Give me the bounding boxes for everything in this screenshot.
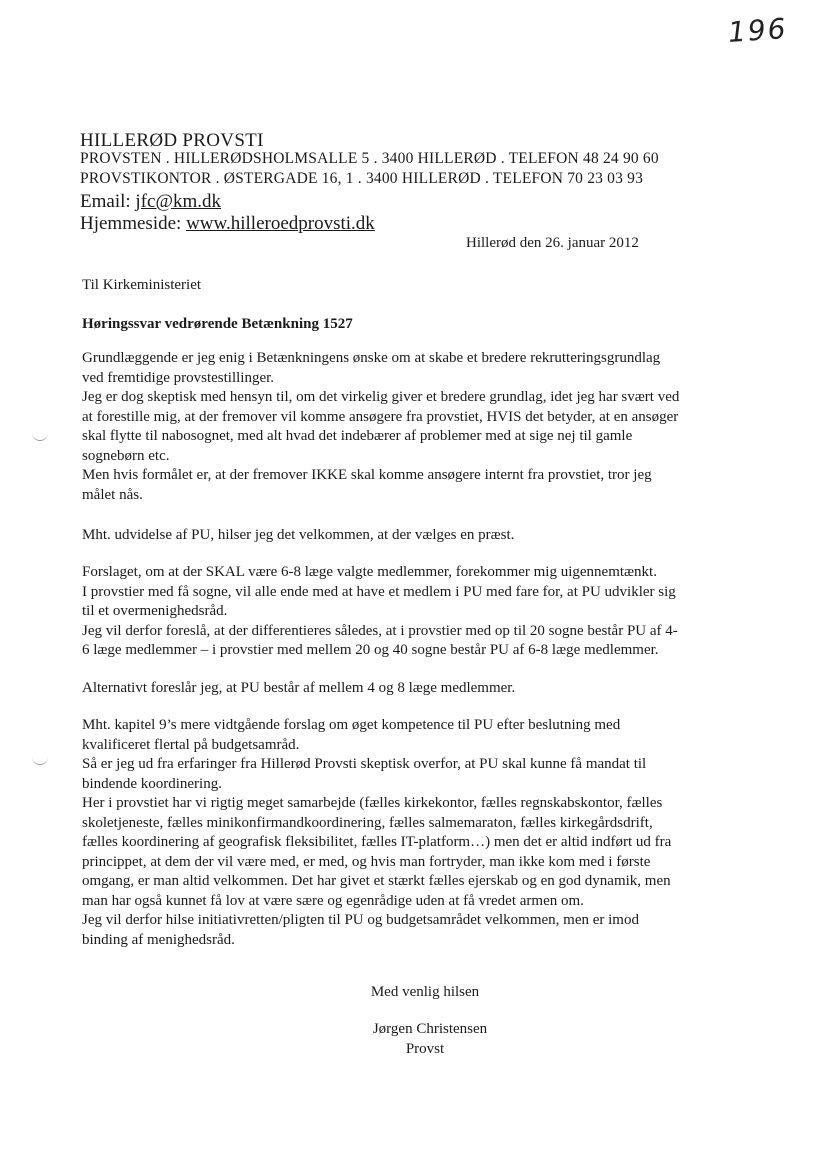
- subject-heading: Høringssvar vedrørende Betænkning 1527: [82, 316, 353, 332]
- body-line: Her i provstiet har vi rigtig meget samarbejde (fælles kirkekontor, fælles regnskabskontor, fælles: [82, 795, 663, 811]
- body-line: ved fremtidige provstestillinger.: [82, 369, 275, 386]
- letterhead-provsten-line: PROVSTEN . HILLERØDSHOLMSALLE 5 . 3400 HILLERØD . TELEFON 48 24 90 60: [80, 150, 659, 167]
- body-line: skoletjeneste, fælles minikonfirmandkoordinering, fælles salmemaraton, fælles kirkegårdsdrift,: [82, 814, 653, 831]
- body-line: Jeg vil derfor foreslå, at der differentieres således, at i provstier med op til 20 sogne består PU af 4-: [82, 622, 678, 639]
- paragraph-rekruttering: [82, 349, 772, 505]
- body-line: I provstier med få sogne, vil alle ende med at have et medlem i PU med fare for, at PU udvikler sig: [82, 583, 676, 600]
- body-line: princippet, at dem der vil være med, er med, og hvis man fortryder, man ikke kom med i første: [82, 853, 651, 870]
- website-label: Hjemmeside:: [80, 213, 187, 234]
- paragraph-forslaget: [82, 563, 772, 661]
- letterhead-email: [80, 191, 221, 213]
- body-line: Mht. kapitel 9’s mere vidtgående forslag om øget kompetence til PU efter beslutning med: [82, 717, 621, 733]
- body-line: man har også kunnet få lov at være sære og egenrådige uden at få vredet armen om.: [82, 892, 584, 909]
- body-line: til et overmenighedsråd.: [82, 603, 228, 619]
- paragraph-alternativt: [82, 679, 772, 699]
- paragraph-kapitel-9: [82, 716, 772, 950]
- email-label: Email:: [80, 191, 136, 212]
- body-line: at forestille mig, at der fremover vil komme ansøgere fra provstiet, HVIS det betyder, at en ansøger: [82, 408, 679, 425]
- body-line: 6 læge medlemmer – i provstier med mellem 20 og 40 sogne består PU af 6-8 læge medlemmer.: [82, 642, 659, 658]
- signer-title: Provst: [405, 1041, 445, 1057]
- body-line: målet nås.: [82, 486, 143, 503]
- body-line: omgang, er man altid velkommen. Det har givet et stærkt fælles ejerskab og en god dynamik, men: [82, 873, 671, 889]
- body-line: Forslaget, om at der SKAL være 6-8 læge valgte medlemmer, forekommer mig uigennemtænkt.: [82, 564, 657, 580]
- punch-hole-mark: [32, 752, 48, 765]
- email-link[interactable]: jfc@km.dk: [135, 191, 221, 212]
- body-line: Så er jeg ud fra erfaringer fra Hillerød Provsti skeptisk overfor, at PU skal kunne få mandat til: [82, 756, 647, 772]
- body-line: Men hvis formålet er, at der fremover IKKE skal komme ansøgere internt fra provstiet, tror jeg: [82, 467, 652, 483]
- body-line: sognebørn etc.: [82, 447, 170, 464]
- letterhead-provstikontor-line: PROVSTIKONTOR . ØSTERGADE 16, 1 . 3400 HILLERØD . TELEFON 70 23 03 93: [80, 170, 644, 187]
- body-line: Alternativt foreslår jeg, at PU består af mellem 4 og 8 læge medlemmer.: [82, 680, 516, 696]
- body-line: bindende koordinering.: [82, 775, 222, 792]
- letterhead-title: HILLERØD PROVSTI: [80, 130, 264, 151]
- closing-greeting: Med venlig hilsen: [370, 984, 480, 1000]
- recipient: Til Kirkeministeriet: [82, 277, 202, 293]
- body-line: fælles koordinering af geografisk fleksibilitet, fælles IT-platform…) men det er altid indført ud fra: [82, 834, 672, 850]
- paragraph-pu-udvidelse: [82, 526, 772, 546]
- letterhead-website: [80, 213, 375, 235]
- body-line: Jeg er dog skeptisk med hensyn til, om det virkelig giver et bredere grundlag, idet jeg har svært ved: [82, 389, 680, 405]
- body-line: Mht. udvidelse af PU, hilser jeg det velkommen, at der vælges en præst.: [82, 527, 515, 543]
- punch-hole-mark: [32, 428, 48, 441]
- body-line: binding af menighedsråd.: [82, 931, 235, 948]
- body-line: Jeg vil derfor hilse initiativretten/pligten til PU og budgetsamrådet velkommen, men er imod: [82, 912, 639, 928]
- body-line: Grundlæggende er jeg enig i Betænkningens ønske om at skabe et bredere rekrutteringsgrundlag: [82, 350, 661, 366]
- website-link[interactable]: www.hilleroedprovsti.dk: [186, 213, 375, 234]
- body-line: skal flytte til nabosognet, med alt hvad det indebærer af problemer med at sige nej til gamle: [82, 428, 633, 444]
- body-line: kvalificeret flertal på budgetsamråd.: [82, 736, 300, 753]
- handwritten-page-number: 196: [726, 11, 789, 50]
- signer-name: Jørgen Christensen: [372, 1021, 488, 1037]
- letter-date: Hillerød den 26. januar 2012: [466, 235, 639, 251]
